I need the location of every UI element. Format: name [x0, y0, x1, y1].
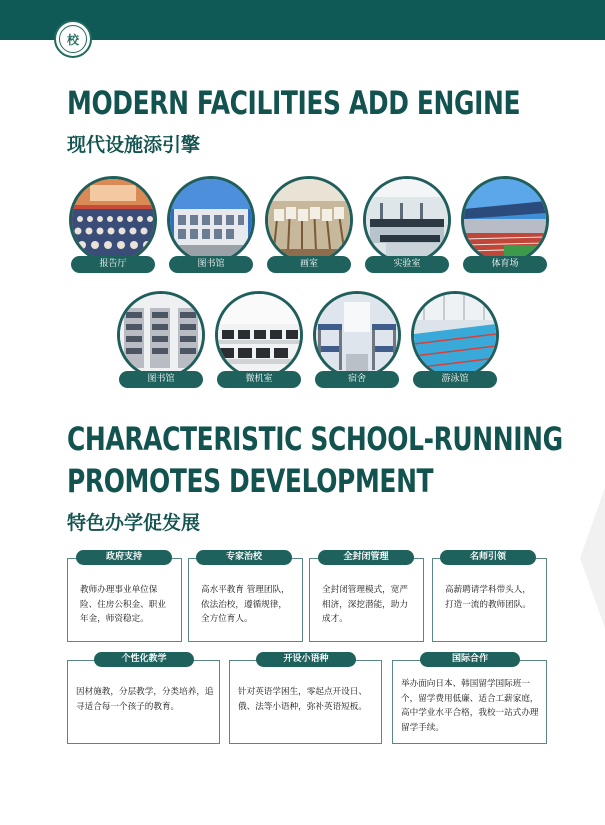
facility-dormitory [309, 291, 407, 389]
feature-card-text: 举办面向日本、韩国留学国际班一个，留学费用低廉、适合工薪家庭，高中学业水平合格，我校一站式办理留学手续。 [401, 679, 539, 733]
swimming-pool-photo [411, 291, 499, 379]
laboratory-photo [363, 176, 451, 264]
feature-card-tag: 开设小语种 [256, 652, 356, 667]
lecture-hall-photo [69, 176, 157, 264]
feature-card [67, 660, 220, 744]
decorative-triangle [580, 488, 605, 628]
facility-label: 图书馆 [169, 256, 253, 273]
feature-card [392, 660, 547, 744]
feature-card [67, 558, 182, 642]
computer-room-photo [215, 291, 303, 379]
feature-card-text: 教师办理事业单位保险、住房公积金、职业年金，师资稳定。 [80, 585, 166, 624]
facility-label: 画室 [267, 256, 351, 273]
dormitory-photo [313, 291, 401, 379]
facilities-title-en: MODERN FACILITIES ADD ENGINE [67, 84, 521, 122]
facility-label: 图书馆 [119, 371, 203, 388]
bookshelves-photo [117, 291, 205, 379]
feature-card-tag: 国际合作 [420, 652, 520, 667]
facilities-title-cn: 现代设施添引擎 [67, 134, 201, 156]
feature-card-text: 高薪聘请学科带头人，打造一流的教师团队。 [445, 585, 531, 610]
feature-card-tag: 全封闭管理 [318, 550, 414, 565]
features-title-cn: 特色办学促发展 [67, 512, 201, 534]
feature-card-tag: 名师引领 [440, 550, 536, 565]
school-logo-icon: 校 [54, 20, 92, 58]
facility-swimming-pool [407, 291, 505, 389]
facility-art-studio [261, 176, 359, 274]
facility-label: 宿舍 [315, 371, 399, 388]
feature-card [432, 558, 547, 642]
feature-card-tag: 个性化教学 [94, 652, 194, 667]
features-title-en-line2: PROMOTES DEVELOPMENT [67, 462, 434, 500]
facility-laboratory [359, 176, 457, 274]
library-building-photo [167, 176, 255, 264]
facility-label: 游泳馆 [413, 371, 497, 388]
facility-library-building [163, 176, 261, 274]
feature-card [229, 660, 382, 744]
art-studio-photo [265, 176, 353, 264]
features-title-en-line1: CHARACTERISTIC SCHOOL-RUNNING [67, 420, 563, 458]
feature-card-tag: 政府支持 [76, 550, 172, 565]
facility-bookshelves [113, 291, 211, 389]
feature-card-text: 针对英语学困生，零起点开设日、俄、法等小语种，弥补英语短板。 [238, 687, 367, 712]
facility-computer-room [211, 291, 309, 389]
facility-stadium [457, 176, 555, 274]
facility-label: 报告厅 [71, 256, 155, 273]
feature-card-text: 高水平教育 管理团队，依法治校，遵循规律，全方位育人。 [201, 585, 290, 624]
feature-card [309, 558, 424, 642]
feature-card-tag: 专家治校 [196, 550, 292, 565]
facility-label: 微机室 [217, 371, 301, 388]
feature-card [188, 558, 303, 642]
facility-label: 体育场 [463, 256, 547, 273]
facility-label: 实验室 [365, 256, 449, 273]
facility-lecture-hall [65, 176, 163, 274]
stadium-photo [461, 176, 549, 264]
feature-card-text: 因材施教，分层教学，分类培养，追寻适合每一个孩子的教育。 [76, 687, 214, 712]
feature-card-text: 全封闭管理模式，宽严相济，深挖潜能，助力成才。 [322, 585, 408, 624]
